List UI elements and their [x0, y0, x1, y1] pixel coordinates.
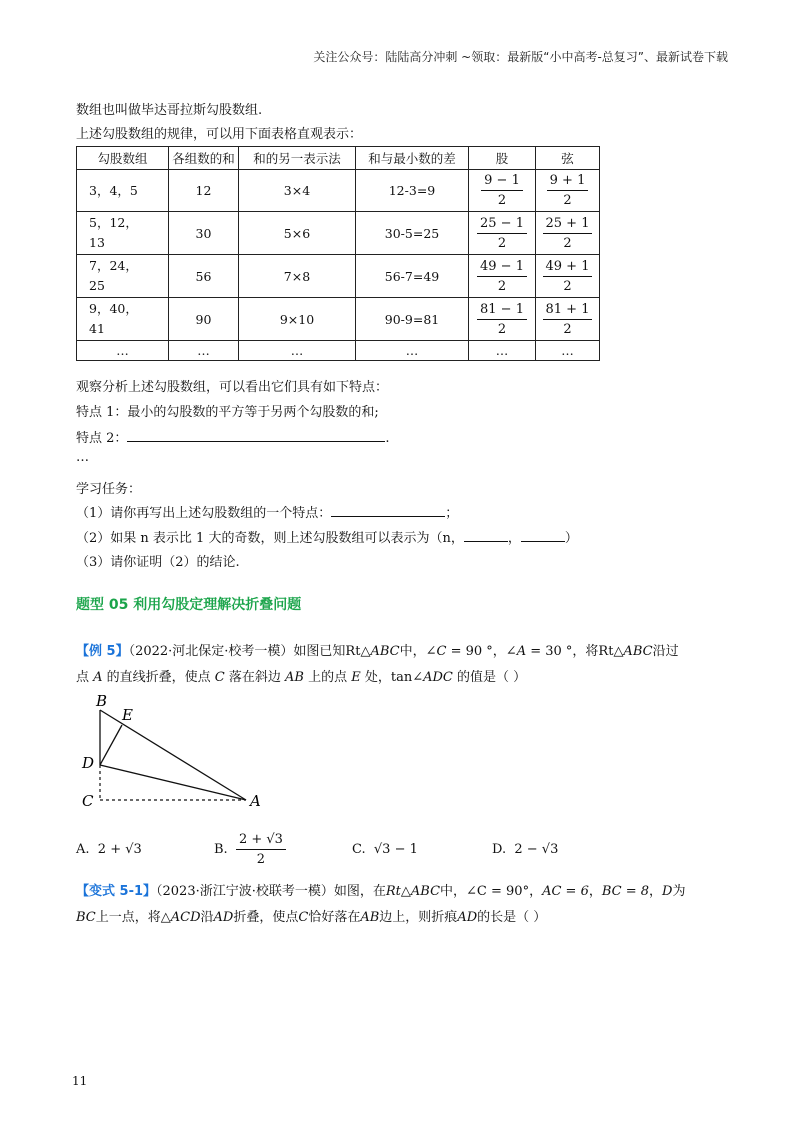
choice-b[interactable]	[214, 830, 286, 869]
task-2	[76, 527, 578, 546]
cell-ellipsis: …	[536, 341, 600, 361]
text-fragment: = 30 °，将Rt	[526, 644, 614, 659]
task-2-text: （2）如果 n 表示比 1 大的奇数，则上述勾股数组可以表示为（n，	[76, 531, 464, 546]
choice-d-label: D.	[492, 842, 507, 857]
length-ac: AC = 6	[542, 884, 589, 899]
cell-sum: 30	[169, 212, 239, 255]
variant-5-1-line-1	[76, 880, 686, 899]
cell-sum: 90	[169, 298, 239, 341]
task-3: （3）请你证明（2）的结论.	[76, 555, 240, 570]
task-2-sep: ，	[507, 531, 521, 546]
cell-hyp	[536, 212, 600, 255]
cell-group: 3，4，5	[77, 170, 169, 212]
angle-adc: ADC	[423, 670, 453, 685]
text-fragment: 恰好落在	[308, 910, 361, 925]
continuation-dots: …	[76, 450, 89, 465]
hyp-denominator: 2	[563, 321, 572, 337]
header-alt: 和的另一表示法	[239, 147, 356, 170]
table-row	[77, 212, 600, 255]
hyp-numerator: 9 + 1	[547, 171, 589, 191]
text-fragment: 中，∠	[399, 644, 437, 659]
choice-a-value: 2 + √3	[97, 842, 142, 857]
angle-c: C	[436, 644, 447, 659]
choice-b-denominator: 2	[256, 852, 266, 867]
variant-5-1-line-2	[76, 906, 546, 925]
point-d: D	[662, 884, 673, 899]
cell-diff: 56-7=49	[356, 255, 469, 298]
cell-group: 7，24， 25	[77, 255, 169, 298]
leg-numerator: 25 − 1	[477, 214, 527, 234]
header-diff: 和与最小数的差	[356, 147, 469, 170]
cell-hyp	[536, 298, 600, 341]
cell-alt: 7×8	[239, 255, 356, 298]
leg-numerator: 49 − 1	[477, 257, 527, 277]
page-number: 11	[72, 1074, 88, 1088]
intro-line-1: 数组也叫做毕达哥拉斯勾股数组.	[76, 103, 263, 118]
cell-ellipsis: …	[239, 341, 356, 361]
choice-d[interactable]	[492, 842, 558, 857]
cell-diff: 12-3=9	[356, 170, 469, 212]
label-e: E	[122, 706, 133, 724]
text-fragment: 为	[672, 884, 686, 899]
cell-leg	[469, 170, 536, 212]
text-fragment: 的直线折叠，使点	[102, 670, 215, 685]
task-2-end: ）	[564, 531, 578, 546]
task-2-blank-1[interactable]	[464, 529, 508, 542]
cell-ellipsis: …	[356, 341, 469, 361]
cell-ellipsis: …	[169, 341, 239, 361]
cell-group: 9，40， 41	[77, 298, 169, 341]
choice-b-label: B.	[214, 842, 228, 857]
text-fragment: = 90 °，∠	[446, 644, 517, 659]
cell-alt: 5×6	[239, 212, 356, 255]
text-fragment: 落在斜边	[224, 670, 286, 685]
segment-ad: AD	[213, 910, 234, 925]
table-header-row	[77, 147, 600, 170]
text-fragment: （2023·浙江宁波·校联考一模）如图，在	[156, 884, 386, 899]
segment-ab: AB	[360, 910, 380, 925]
cell-hyp	[536, 255, 600, 298]
label-b: B	[96, 692, 108, 710]
fold-triangle-figure	[70, 690, 280, 820]
hyp-denominator: 2	[563, 193, 572, 208]
triangle-abc: △ABC	[360, 644, 400, 659]
leg-denominator: 2	[497, 278, 507, 294]
angle-a: A	[516, 644, 527, 659]
example-5-tag: 【例 5】	[76, 644, 129, 659]
text-fragment: 上一点，将	[95, 910, 161, 925]
table-row	[77, 170, 600, 212]
hyp-numerator: 25 + 1	[543, 214, 593, 234]
example-5-line-1	[76, 640, 679, 659]
pythagorean-table	[76, 146, 600, 361]
feature-2-blank[interactable]	[127, 429, 385, 442]
header-hyp: 弦	[536, 147, 600, 170]
text-fragment: 处，tan∠	[360, 670, 424, 685]
text-fragment: 沿	[200, 910, 214, 925]
leg-numerator: 81 − 1	[477, 300, 527, 320]
segment-ad: AD	[457, 910, 478, 925]
point-a: A	[93, 670, 103, 685]
label-c: C	[82, 792, 94, 810]
text-fragment: 边上，则折痕	[379, 910, 458, 925]
hyp-numerator: 49 + 1	[543, 257, 593, 277]
cell-diff: 90-9=81	[356, 298, 469, 341]
feature-2-end: .	[385, 431, 390, 446]
section-title: 题型 05 利用勾股定理解决折叠问题	[76, 597, 302, 613]
header-group: 勾股数组	[77, 147, 169, 170]
cell-leg	[469, 298, 536, 341]
feature-2-label: 特点 2：	[76, 431, 128, 446]
label-a: A	[250, 792, 261, 810]
length-bc: BC = 8	[601, 884, 650, 899]
point-c: C	[214, 670, 225, 685]
cell-leg	[469, 212, 536, 255]
feature-2	[76, 427, 390, 446]
choice-a-label: A.	[76, 842, 90, 857]
leg-denominator: 2	[497, 321, 507, 337]
cell-ellipsis: …	[77, 341, 169, 361]
text-fragment: 的长是（ ）	[477, 910, 547, 925]
leg-denominator: 2	[497, 235, 507, 251]
text-fragment: ，	[649, 884, 663, 899]
example-5-line-2	[76, 666, 526, 685]
cell-hyp	[536, 170, 600, 212]
hyp-numerator: 81 + 1	[543, 300, 593, 320]
point-e: E	[351, 670, 361, 685]
header-sum: 各组数的和	[169, 147, 239, 170]
rt-symbol: Rt	[385, 884, 401, 899]
observe-line: 观察分析上述勾股数组，可以看出它们具有如下特点：	[76, 380, 389, 395]
triangle-acd: △ACD	[160, 910, 201, 925]
text-fragment: 上的点	[303, 670, 352, 685]
leg-numerator: 9 − 1	[481, 171, 523, 191]
cell-ellipsis: …	[469, 341, 536, 361]
cell-group: 5，12， 13	[77, 212, 169, 255]
segment-bc: BC	[76, 910, 96, 925]
feature-1: 特点 1：最小的勾股数的平方等于另两个勾股数的和;	[76, 405, 379, 420]
text-fragment: 沿过	[652, 644, 679, 659]
point-c: C	[298, 910, 309, 925]
hyp-denominator: 2	[563, 235, 572, 251]
choice-a[interactable]	[76, 842, 142, 857]
segment-de	[100, 725, 122, 765]
tasks-title: 学习任务：	[76, 482, 142, 497]
choice-d-value: 2 − √3	[514, 842, 559, 857]
segment-ab: AB	[285, 670, 304, 685]
cell-sum: 12	[169, 170, 239, 212]
hyp-denominator: 2	[563, 278, 572, 294]
cell-leg	[469, 255, 536, 298]
text-fragment: 中，∠C = 90°，	[440, 884, 543, 899]
cell-sum: 56	[169, 255, 239, 298]
intro-line-2: 上述勾股数组的规律，可以用下面表格直观表示：	[76, 127, 363, 142]
label-d: D	[82, 754, 95, 772]
task-2-blank-2[interactable]	[521, 529, 565, 542]
example-5-source: （2022·河北保定·校考一模）如图已知Rt	[128, 644, 361, 659]
text-fragment: 折叠，使点	[233, 910, 299, 925]
choice-b-numerator: 2 + √3	[236, 830, 286, 850]
cell-diff: 30-5=25	[356, 212, 469, 255]
triangle-abc: △ABC	[613, 644, 653, 659]
text-fragment: 的值是（ ）	[452, 670, 527, 685]
table-row-ellipsis	[77, 341, 600, 361]
task-1-text: （1）请你再写出上述勾股数组的一个特点：	[76, 506, 332, 521]
task-1-end: ；	[445, 506, 459, 521]
leg-denominator: 2	[497, 193, 507, 208]
table-row	[77, 298, 600, 341]
task-1-blank[interactable]	[331, 504, 445, 517]
cell-alt: 3×4	[239, 170, 356, 212]
text-fragment: ，	[588, 884, 602, 899]
page-header: 关注公众号：陆陆高分冲刺 ~领取：最新版“小中高考-总复习”、最新试卷下载	[313, 50, 728, 64]
choice-c-value: √3 − 1	[373, 842, 418, 857]
cell-alt: 9×10	[239, 298, 356, 341]
variant-5-1-tag: 【变式 5-1】	[76, 884, 157, 899]
table-row	[77, 255, 600, 298]
text-fragment: 点	[76, 670, 94, 685]
triangle-abc: △ABC	[400, 884, 441, 899]
choice-c[interactable]	[352, 842, 418, 857]
task-1	[76, 502, 458, 521]
segment-da	[100, 765, 246, 800]
choice-c-label: C.	[352, 842, 366, 857]
header-leg: 股	[469, 147, 536, 170]
